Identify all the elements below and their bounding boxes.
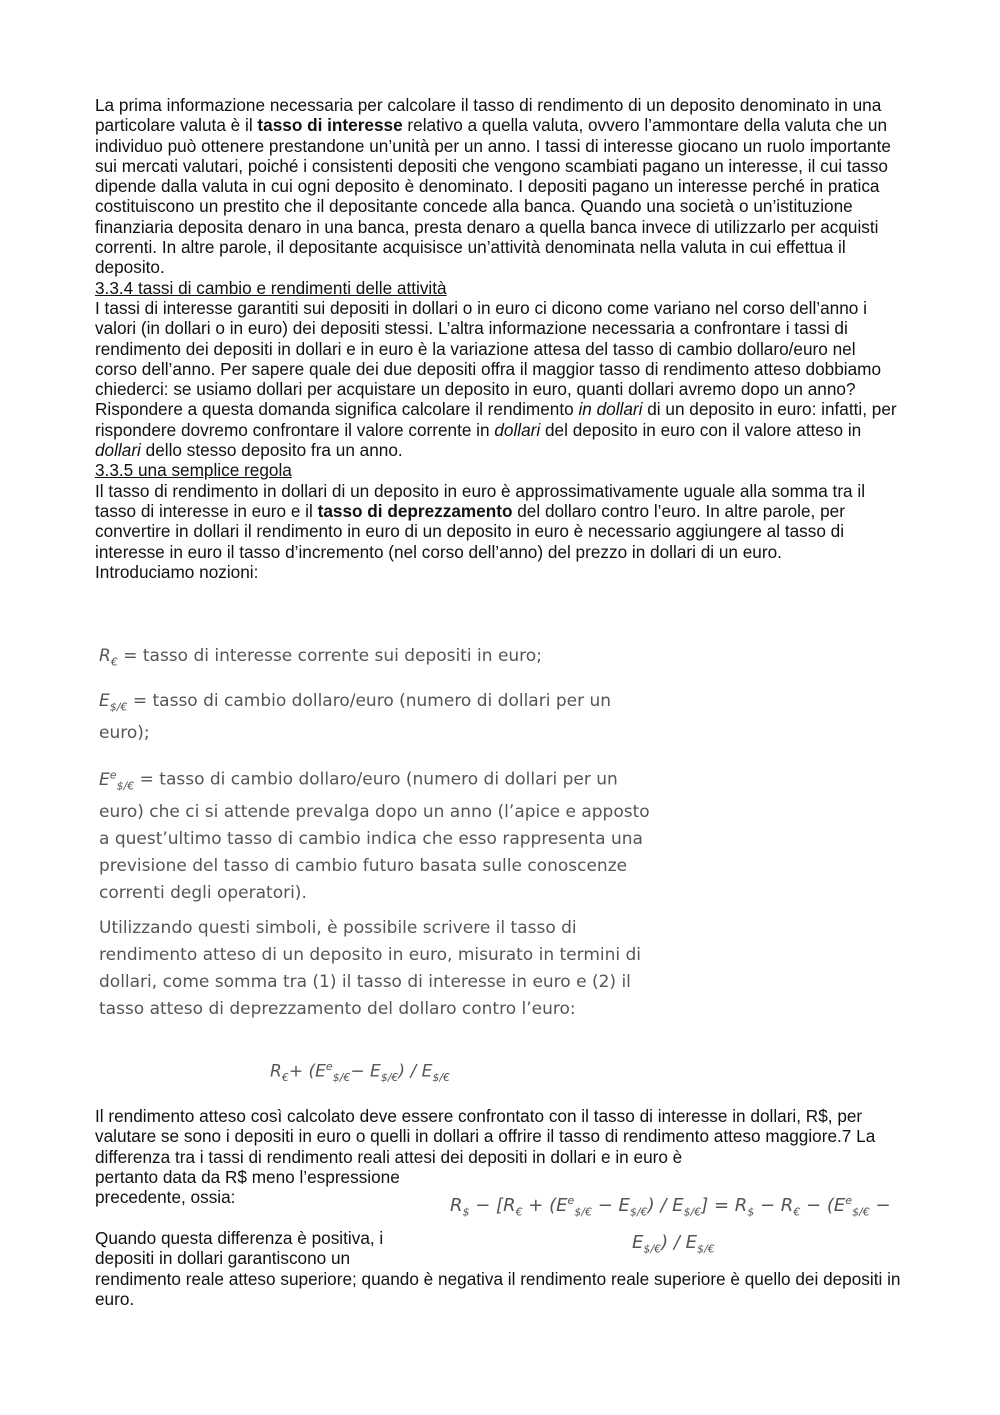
p2-text-d: dello stesso deposito fra un anno. — [140, 440, 403, 461]
def3-line3: a quest’ultimo tasso di cambio indica che esso rappresenta una — [99, 829, 643, 850]
definition-exchange-rate: $E_{\$/€}$ = tasso di cambio dollaro/euro (numero di dollari per un euro); — [99, 691, 612, 744]
p2-italic-1: in dollari — [578, 399, 643, 420]
p3-bold: tasso di deprezzamento — [317, 500, 513, 521]
def2-line2: euro); — [99, 723, 150, 744]
paragraph-conclusion — [95, 1228, 901, 1309]
intro-line: Introduciamo nozioni: — [95, 561, 259, 582]
formula-expected-return: $R_€+ (E^e_{\$/€}- E_{\$/€}) / E_{\$/€}$ — [270, 1060, 451, 1085]
u-line4: tasso atteso di deprezzamento del dollaro contro l’euro: — [99, 999, 576, 1019]
p2-text-b: di un deposito in euro: infatti, per rispondere dovremo confrontare il valore corrente in — [95, 399, 897, 440]
p5-line3: rendimento reale atteso superiore; quando è negativa il rendimento reale superiore è quello dei depositi in euro. — [95, 1268, 901, 1309]
p1-bold: tasso di interesse — [257, 115, 403, 136]
u-line1: Utilizzando questi simboli, è possibile scrivere il tasso di — [99, 918, 577, 938]
p2-text-a: I tassi di interesse garantiti sui depositi in dollari o in euro ci dicono come variano nel corso dell’anno i valori (in dollari o in euro) dei depositi stessi. L’altra informazione necessaria a confrontare i tassi di rendimento dei depositi in dollari e in euro è la variazione attesa del tasso di cambio dollaro/euro nel corso dell’anno. Per sapere quale dei due depositi offra il maggior tasso di rendimento atteso dobbiamo chiederci: se usiamo dollari per acquistare un deposito in euro, quanti dollari avremo dopo un anno? Rispondere a questa domanda significa calcolare il rendimento — [95, 297, 882, 420]
def1-text: = tasso di interesse corrente sui depositi in euro; — [117, 646, 542, 666]
def2-line1: = tasso di cambio dollaro/euro (numero di dollari per un — [127, 691, 612, 711]
p4-text-b: pertanto data da R$ meno l’espressione — [95, 1166, 400, 1187]
p2-italic-3: dollari — [95, 440, 141, 461]
definition-r-euro: $R_€$ = tasso di interesse corrente sui depositi in euro; — [99, 646, 542, 669]
section-heading-334: 3.3.4 tassi di cambio e rendimenti delle attività — [95, 277, 447, 298]
p2-text-c: del deposito in euro con il valore atteso in — [540, 419, 862, 440]
formula-difference: $R_{\$} - [R_€ + (E^e_{\$/€} - E_{\$/€}) / E_{\$/€}] = R_{\$} - R_€ - (E^e_{\$/€}$ − $E_{\$/€}) / E_{\$/€}$ — [450, 1194, 891, 1256]
paragraph-symbols — [99, 915, 641, 1023]
paragraph-interest-rate — [95, 95, 901, 582]
p2-italic-2: dollari — [494, 419, 541, 440]
u-line2: rendimento atteso di un deposito in euro, misurato in termini di — [99, 945, 642, 965]
def3-line4: previsione del tasso di cambio futuro basata sulle conoscenze — [99, 856, 628, 877]
p4-text-c: precedente, ossia: — [95, 1187, 236, 1208]
def3-line2: euro) che ci si attende prevalga dopo un anno (l’apice e apposto — [99, 802, 650, 823]
p3-text-a: Il tasso di rendimento in dollari di un deposito in euro è approssimativamente uguale alla somma tra il tasso di interesse in euro e il — [95, 480, 866, 521]
definition-expected-rate: $E^e_{\$/€}$ = tasso di cambio dollaro/euro (numero di dollari per un euro) che ci si attende prevalga dopo un anno (l’apice e apposto a quest’ultimo tasso di cambio indica che esso rappresenta una previsione del tasso di cambio futuro basata sulle conoscenze correnti degli operatori). — [99, 768, 650, 904]
p5-line2: depositi in dollari garantiscono un — [95, 1248, 351, 1269]
def3-line1: = tasso di cambio dollaro/euro (numero di dollari per un — [134, 769, 618, 790]
p1-rest: relativo a quella valuta, ovvero l’ammontare della valuta che un individuo può ottenere prestandone un’unità per un anno. I tassi di interesse giocano un ruolo importante sui mercati valutari, poiché i consistenti depositi che vengono scambiati pagano un interesse, il cui tasso dipende dalla valuta in cui ogni deposito è denominato. I depositi pagano un interesse perché in pratica costituiscono un prestito che il depositante concede alla banca. Quando una società o un’istituzione finanziaria deposita denaro in una banca, presta denaro a quella banca invece di utilizzarlo per acquisti correnti. In altre parole, il depositante acquisisce un’attività denominata nella valuta in cui effettua il deposito. — [95, 115, 891, 278]
p4-text: Il rendimento atteso così calcolato deve essere confrontato con il tasso di interesse in dollari, R$, per valutare se sono i depositi in euro o quelli in dollari a offrire il tasso di rendimento atteso maggiore.7 La differenza tra i tassi di rendimento reali attesi dei depositi in dollari e in euro è — [95, 1106, 876, 1167]
u-line3: dollari, come somma tra (1) il tasso di interesse in euro e (2) il — [99, 972, 631, 992]
section-heading-335: 3.3.5 una semplice regola — [95, 460, 292, 481]
p3-text-b: del dollaro contro l’euro. In altre parole, per convertire in dollari il rendimento in euro di un deposito in euro è necessario aggiungere al tasso di interesse in euro il tasso d’incremento (nel corso dell’anno) del prezzo in dollari di un euro. — [95, 500, 845, 562]
p5-line1: Quando questa differenza è positiva, i — [95, 1228, 384, 1248]
p1-text: La prima informazione necessaria per calcolare il tasso di rendimento di un deposito denominato in una particolare valuta è il — [95, 95, 882, 136]
def3-line5: correnti degli operatori). — [99, 883, 307, 904]
